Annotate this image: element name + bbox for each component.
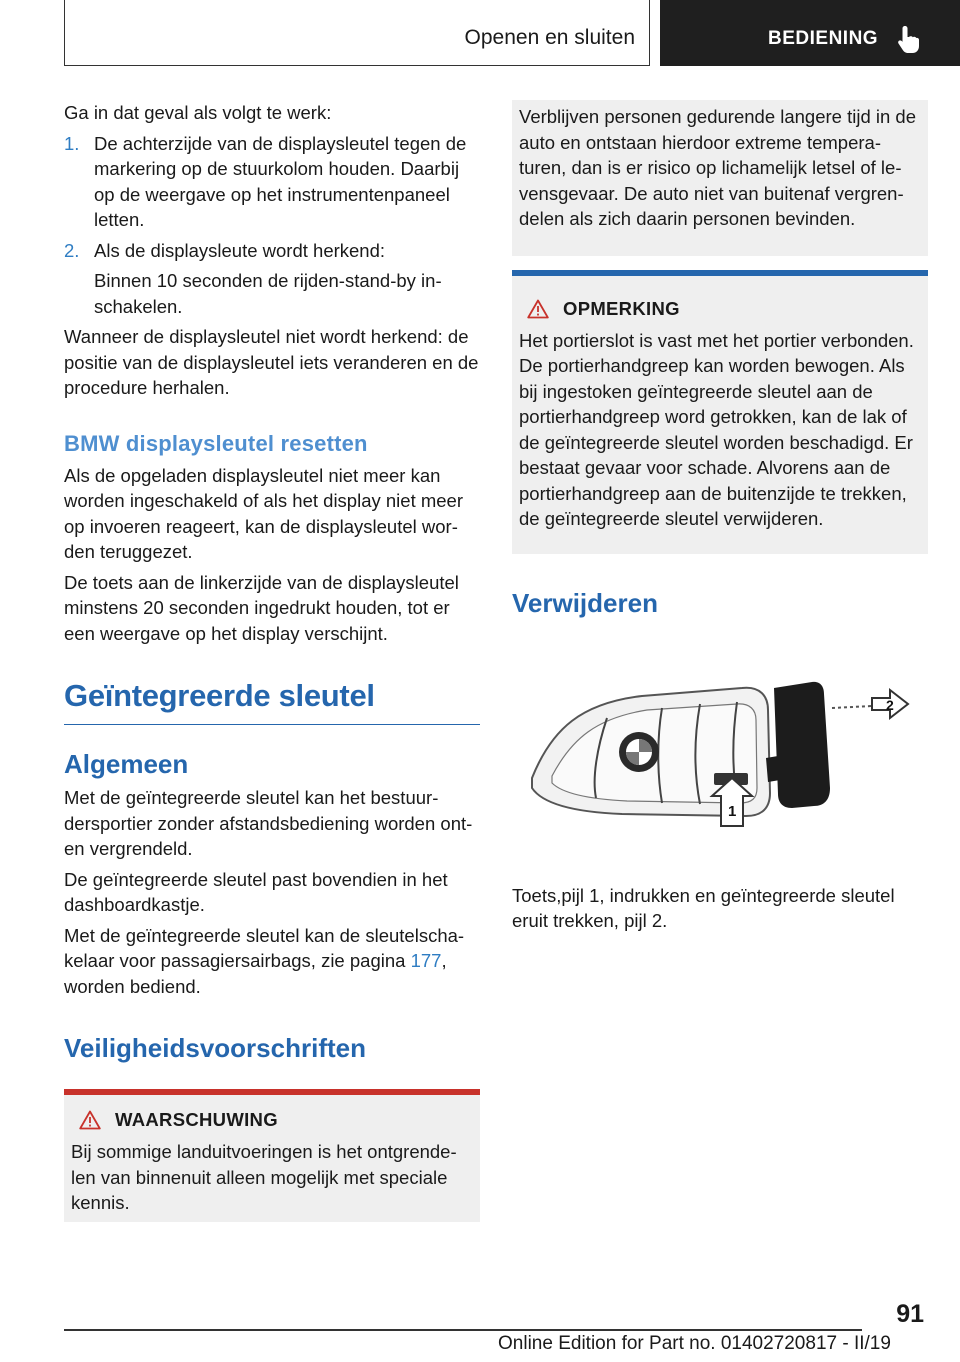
warning-triangle-icon xyxy=(527,299,549,319)
figure-caption: Toets,pijl 1, indrukken en geïntegreerde sleutel eruit trekken, pijl 2. xyxy=(512,884,895,931)
right-column xyxy=(512,100,928,934)
remove-heading: Verwijderen xyxy=(512,587,658,618)
note-text: Het portierslot is vast met het portier verbonden. De portierhandgreep kan worden bewogen. Als bij ingestoken geïntegreerde sleutel aan de portierhandgreep word getrokken, kan de lak of de geïntegreerde sleutel worden beschadigd. Er bestaat gevaar voor schade. Alvorens aan de portierhandgreep aan de buitenzijde te trekken, de geïntegreerde sleutel verwijderen. xyxy=(519,329,914,529)
page-number: 91 xyxy=(896,1300,924,1328)
step-number: 1. xyxy=(64,132,80,154)
header-section-title: Openen en sluiten xyxy=(464,26,635,49)
step-text: Als de displaysleute wordt herkend: xyxy=(94,239,386,261)
general-p3-text-end: , worden bediend. xyxy=(64,950,447,997)
reset-paragraph-2: De toets aan de linkerzijde van de displaysleutel minstens 20 seconden ingedrukt houden, tot er een weergave op het display verschijnt. xyxy=(64,571,459,644)
main-heading: Geïntegreerde sleutel xyxy=(64,678,480,725)
warning-continuation-text: Verblijven personen gedurende langere tijd in de auto en ontstaan hierdoor extreme temperaturen, dan is er risico op lichamelijk letsel of levensgevaar. De auto niet van buitenaf vergrendelen als zich daarin personen bevinden. xyxy=(519,106,917,229)
warning-continuation-box xyxy=(512,100,928,256)
warning-triangle-icon xyxy=(79,1110,101,1130)
step-text: De achterzijde van de displaysleutel tegen de markering op de stuurkolom houden. Daarbij op de weergave op het instrumentenpaneel letten. xyxy=(94,132,467,230)
general-p3-text: Met de geïntegreerde sleutel kan de sleutelschakelaar voor passagiersairbags, zie pagina xyxy=(64,924,465,971)
left-column xyxy=(64,100,480,1222)
warning-text: Bij sommige landuitvoeringen is het ontgrendelen van binnenuit alleen mogelijk met speciale kennis. xyxy=(71,1141,457,1213)
not-recognized-text: Wanneer de displaysleutel niet wordt herkend: de positie van de displaysleutel iets veranderen en de procedure herhalen. xyxy=(64,326,479,398)
arrow-2-label: 2 xyxy=(886,696,894,713)
step-2 xyxy=(64,238,480,320)
header-chapter-title: BEDIENING xyxy=(768,28,879,49)
note-box xyxy=(512,270,928,554)
key-removal-figure xyxy=(512,648,928,848)
step-number: 2. xyxy=(64,239,80,261)
arrow-1-label: 1 xyxy=(728,802,737,820)
general-paragraph-3 xyxy=(64,923,480,1000)
page-link-177[interactable]: 177 xyxy=(410,950,442,971)
step-subtext: Binnen 10 seconden de rijden-stand-by inschakelen. xyxy=(94,270,442,317)
safety-heading: Veiligheidsvoorschriften xyxy=(64,1033,366,1063)
general-paragraph-1: Met de geïntegreerde sleutel kan het bestuurdersportier zonder afstandsbediening worden ont- en vergrendeld. xyxy=(64,787,473,859)
header-section-tab xyxy=(64,0,650,66)
warning-title-row xyxy=(71,1109,474,1131)
warning-box xyxy=(64,1089,480,1222)
note-title-row xyxy=(519,298,922,320)
warning-title: WAARSCHUWING xyxy=(115,1109,278,1130)
step-1 xyxy=(64,131,480,233)
reset-paragraph-1: Als de opgeladen displaysleutel niet meer kan worden ingeschakeld of als het display niet meer op invoeren reageert, kan de displaysleutel worden teruggezet. xyxy=(64,464,464,562)
general-paragraph-2: De geïntegreerde sleutel past bovendien in het dashboardkastje. xyxy=(64,868,448,915)
hand-pointer-icon xyxy=(896,24,922,56)
general-heading: Algemeen xyxy=(64,749,189,779)
intro-text: Ga in dat geval als volgt te werk: xyxy=(64,102,332,123)
header-chapter-tab xyxy=(660,0,960,66)
note-title: OPMERKING xyxy=(563,297,680,319)
footer-divider xyxy=(64,1329,862,1331)
reset-heading: BMW displaysleutel resetten xyxy=(64,430,368,456)
footer-edition: Online Edition for Part no. 01402720817 - II/19 xyxy=(498,1333,891,1354)
